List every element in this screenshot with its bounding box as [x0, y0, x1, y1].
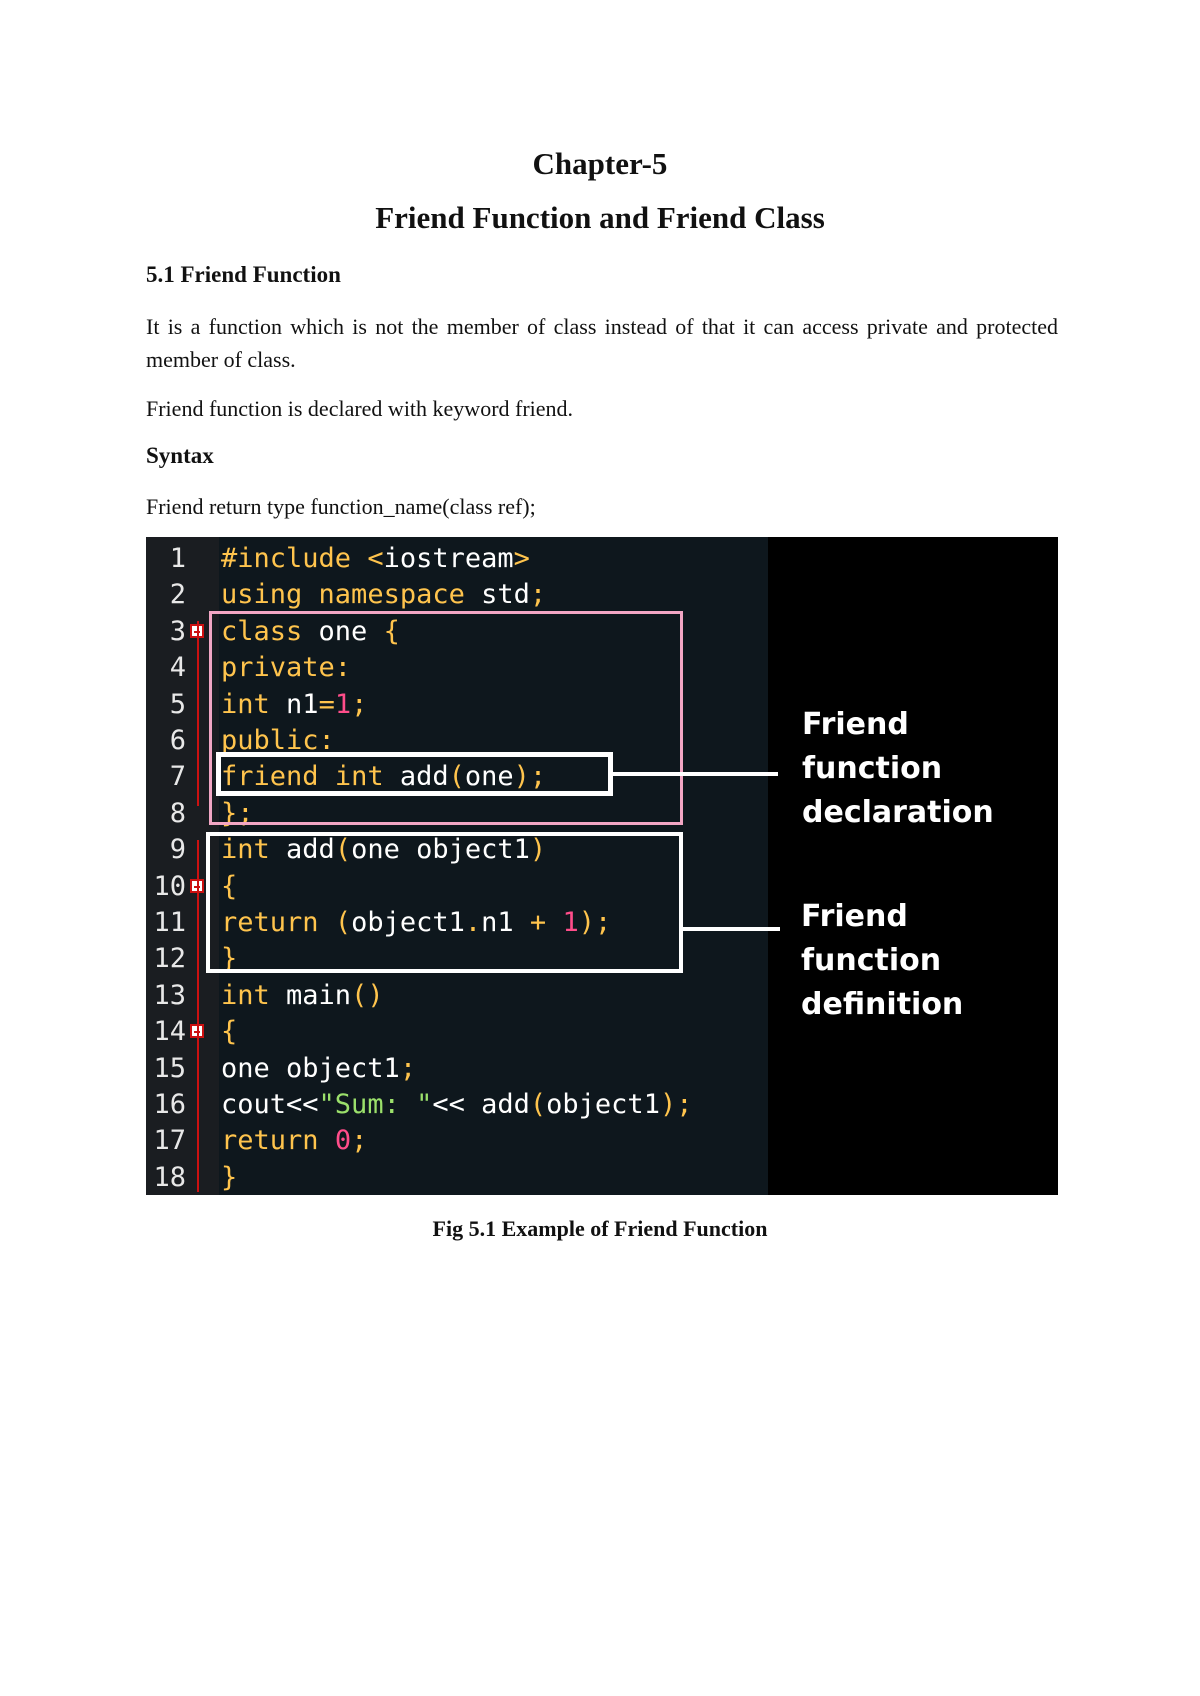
definition-highlight-box	[206, 832, 683, 973]
chapter-title: Friend Function and Friend Class	[375, 200, 825, 235]
line-number: 13	[153, 979, 186, 1011]
line-number: 16	[153, 1089, 186, 1120]
code-line	[146, 1051, 768, 1087]
code-line	[146, 577, 768, 613]
definition-paragraph: It is a function which is not the member of class instead of that it can access private and protected member of class.	[146, 314, 1058, 372]
line-number: 12	[153, 943, 186, 975]
code-text: {	[221, 870, 238, 902]
code-text: one object1;	[221, 1052, 417, 1084]
code-line	[146, 978, 768, 1014]
code-text: int main()	[221, 979, 384, 1011]
annotation-word: function	[801, 943, 942, 978]
line-number: 3	[169, 615, 186, 647]
code-line	[146, 1014, 768, 1050]
declaration-connector	[613, 772, 778, 776]
line-number: 8	[169, 797, 186, 829]
fold-guide-main	[197, 949, 199, 1192]
annotation-word: declaration	[802, 795, 994, 830]
code-text: cout<<"Sum: "<< add(object1);	[221, 1089, 693, 1120]
line-number: 18	[153, 1161, 186, 1193]
code-line	[146, 1087, 768, 1123]
line-number: 14	[153, 1016, 186, 1048]
code-text: int add(one object1)	[221, 834, 547, 866]
code-text: {	[221, 1016, 238, 1048]
line-number: 10	[153, 870, 186, 902]
code-line	[146, 1160, 768, 1195]
section-heading: 5.1 Friend Function	[146, 262, 341, 287]
line-number: 7	[169, 761, 186, 793]
definition-connector	[683, 927, 780, 931]
fold-guide-class	[197, 621, 199, 806]
code-text: using namespace std;	[221, 579, 547, 611]
code-figure	[146, 537, 1058, 1195]
code-text: }	[221, 943, 238, 975]
code-text: return 0;	[221, 1125, 368, 1157]
chapter-heading: Chapter-5	[532, 146, 668, 181]
code-text: class one {	[221, 615, 400, 647]
code-text: return (object1.n1 + 1);	[221, 907, 612, 938]
fold-guide-function	[197, 840, 199, 957]
declaration-annotation	[802, 703, 994, 835]
line-number: 9	[169, 834, 186, 866]
code-text: friend int add(one);	[221, 761, 547, 793]
declaration-highlight-box	[216, 752, 613, 796]
line-number: 4	[169, 652, 186, 684]
line-number: 11	[153, 907, 186, 938]
line-number: 1	[169, 543, 186, 574]
line-number: 17	[153, 1125, 186, 1157]
code-text: private:	[221, 652, 352, 684]
annotation-word: definition	[801, 987, 964, 1022]
line-number: 2	[169, 579, 186, 611]
code-text: }	[221, 1161, 238, 1193]
line-number: 5	[169, 688, 186, 720]
annotation-word: function	[802, 751, 943, 786]
code-line	[146, 541, 768, 577]
annotation-word: Friend	[802, 707, 909, 742]
code-line	[146, 1123, 768, 1159]
code-text: #include <iostream>	[221, 543, 530, 574]
definition-annotation	[801, 895, 963, 1027]
code-text: int n1=1;	[221, 688, 368, 720]
syntax-heading: Syntax	[146, 443, 214, 468]
code-text: public:	[221, 725, 335, 756]
code-text: };	[221, 797, 254, 829]
figure-caption: Fig 5.1 Example of Friend Function	[432, 1216, 768, 1241]
line-number: 6	[169, 725, 186, 756]
line-number: 15	[153, 1052, 186, 1084]
keyword-paragraph: Friend function is declared with keyword friend.	[146, 396, 574, 421]
annotation-word: Friend	[801, 899, 908, 934]
syntax-line: Friend return type function_name(class ref);	[146, 494, 536, 519]
